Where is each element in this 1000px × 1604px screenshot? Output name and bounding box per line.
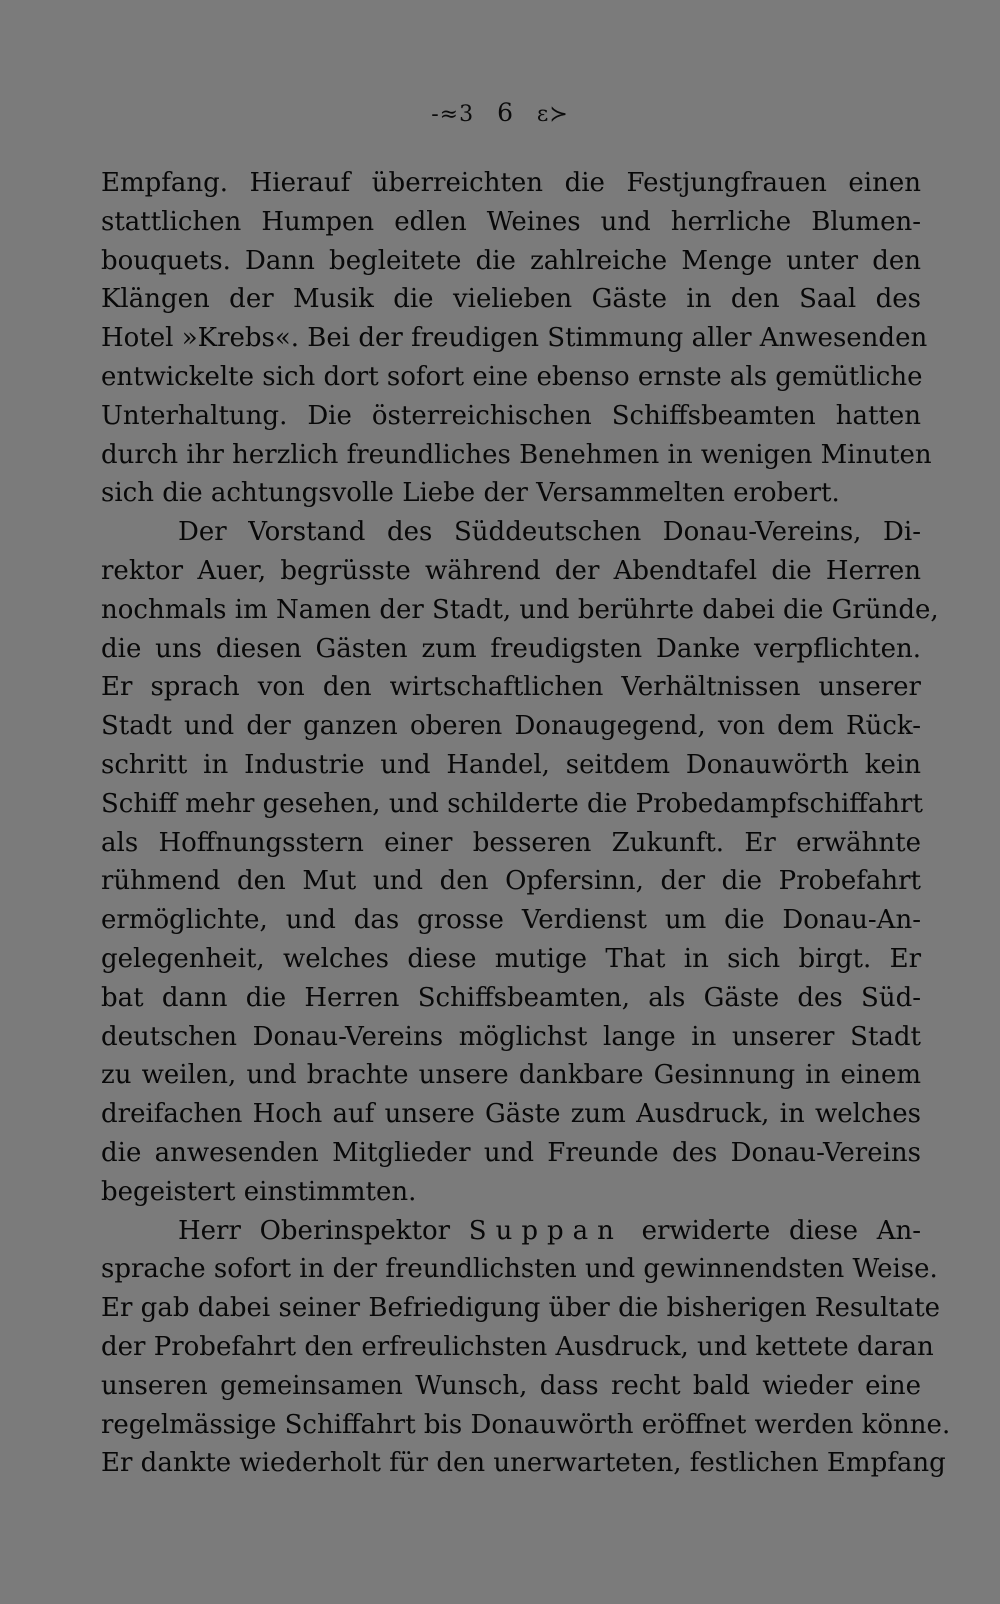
- page-header: [0, 98, 1000, 127]
- text-line: die anwesenden Mitglieder und Freunde des Donau-Vereins: [101, 1137, 921, 1168]
- text-line: entwickelte sich dort sofort eine ebenso ernste als gemütliche: [101, 361, 923, 392]
- text-line: Unterhaltung. Die österreichischen Schiffsbeamten hatten: [101, 400, 921, 431]
- left-ornament-icon: -≈3: [431, 102, 475, 127]
- text-line: stattlichen Humpen edlen Weines und herrliche Blumen-: [101, 206, 921, 237]
- text-line: rühmend den Mut und den Opfersinn, der die Probefahrt: [101, 866, 921, 897]
- text-line: regelmässige Schiffahrt bis Donauwörth eröffnet werden könne.: [101, 1409, 951, 1440]
- text-line: als Hoffnungsstern einer besseren Zukunft. Er erwähnte: [101, 827, 921, 858]
- text-line: der Probefahrt den erfreulichsten Ausdruck, und kettete daran: [101, 1331, 934, 1362]
- text-line: gelegenheit, welches diese mutige That in sich birgt. Er: [101, 943, 921, 974]
- text-line: Hotel »Krebs«. Bei der freudigen Stimmung aller Anwesenden: [101, 323, 928, 354]
- text-line: bat dann die Herren Schiffsbeamten, als Gäste des Süd-: [101, 982, 921, 1013]
- text-line: dreifachen Hoch auf unsere Gäste zum Ausdruck, in welches: [101, 1099, 921, 1130]
- text-line: die uns diesen Gästen zum freudigsten Danke verpflichten.: [101, 633, 921, 664]
- text-line: Er dankte wiederholt für den unerwarteten, festlichen Empfang: [101, 1448, 946, 1479]
- text-line: zu weilen, und brachte unsere dankbare Gesinnung in einem: [101, 1060, 921, 1091]
- page-number: 6: [497, 98, 514, 127]
- text-line: sprache sofort in der freundlichsten und gewinnendsten Weise.: [101, 1254, 938, 1285]
- text-line: ermöglichte, und das grosse Verdienst um die Donau-An-: [101, 905, 921, 936]
- text-line: sich die achtungsvolle Liebe der Versammelten erobert.: [101, 478, 840, 509]
- text-line: rektor Auer, begrüsste während der Abendtafel die Herren: [101, 555, 921, 586]
- text-line: Stadt und der ganzen oberen Donaugegend, von dem Rück-: [101, 711, 921, 742]
- text-line: Schiff mehr gesehen, und schilderte die Probedampfschiffahrt: [101, 788, 923, 819]
- text-line: Der Vorstand des Süddeutschen Donau-Vereins, Di-: [178, 517, 921, 548]
- text-line: bouquets. Dann begleitete die zahlreiche Menge unter den: [101, 245, 921, 276]
- text-line: unseren gemeinsamen Wunsch, dass recht bald wieder eine: [101, 1370, 921, 1401]
- text-line: Klängen der Musik die vielieben Gäste in den Saal des: [101, 284, 921, 315]
- text-line: durch ihr herzlich freundliches Benehmen in wenigen Minuten: [101, 439, 932, 470]
- text-line: nochmals im Namen der Stadt, und berührte dabei die Gründe,: [101, 594, 939, 625]
- text-line: begeistert einstimmten.: [101, 1176, 417, 1207]
- line-end: erwiderte diese An-: [641, 1215, 922, 1246]
- spaced-name: Suppan: [468, 1215, 623, 1246]
- text-line: Empfang. Hierauf überreichten die Festjungfrauen einen: [101, 168, 921, 198]
- text-line: deutschen Donau-Vereins möglichst lange in unserer Stadt: [101, 1021, 921, 1052]
- text-line: Er sprach von den wirtschaftlichen Verhältnissen unserer: [101, 672, 921, 703]
- text-line: Er gab dabei seiner Befriedigung über die bisherigen Resultate: [101, 1293, 941, 1324]
- text-line: schritt in Industrie und Handel, seitdem Donauwörth kein: [101, 749, 921, 780]
- text-line-with-name: [101, 1212, 921, 1251]
- right-ornament-icon: ε≻: [536, 102, 569, 127]
- line-start: Herr Oberinspektor: [178, 1215, 451, 1246]
- body-text: [101, 164, 951, 1483]
